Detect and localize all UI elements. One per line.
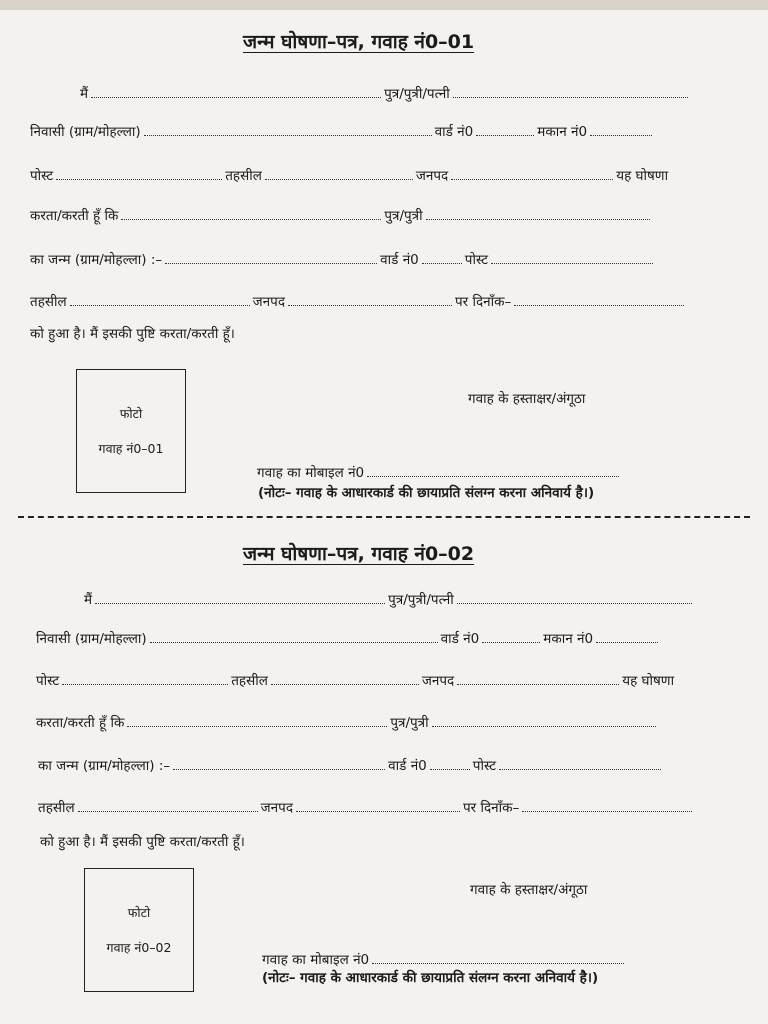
label-house: मकान नं0 bbox=[543, 631, 594, 647]
label-house: मकान नं0 bbox=[537, 124, 588, 140]
form-line-5 bbox=[30, 250, 653, 268]
field-tehsil[interactable] bbox=[265, 179, 413, 180]
label-relation: पुत्र/पुत्री/पत्नी bbox=[384, 86, 450, 102]
label-ward: वार्ड नं0 bbox=[440, 631, 480, 647]
form-line-3 bbox=[36, 671, 674, 689]
label-ward: वार्ड नं0 bbox=[380, 252, 419, 268]
label-declaration: यह घोषणा bbox=[616, 168, 669, 184]
confirmation-text: को हुआ है। मैं इसकी पुष्टि करता/करती हूँ। bbox=[40, 834, 245, 850]
field-birth-tehsil[interactable] bbox=[78, 811, 258, 812]
field-mobile[interactable] bbox=[367, 476, 619, 477]
field-name[interactable] bbox=[95, 603, 385, 604]
aadhaar-note: (नोटः– गवाह के आधारकार्ड की छायाप्रति संलग्न करना अनिवार्य है।) bbox=[262, 970, 599, 986]
label-date: पर दिनाँक– bbox=[463, 800, 520, 816]
photo-box[interactable] bbox=[76, 369, 186, 493]
form-line-4 bbox=[30, 206, 650, 224]
field-district[interactable] bbox=[451, 179, 613, 180]
field-mobile[interactable] bbox=[372, 963, 624, 964]
photo-box[interactable] bbox=[84, 868, 194, 992]
label-ward: वार्ड नं0 bbox=[434, 124, 474, 140]
label-son-daughter: पुत्र/पुत्री bbox=[384, 208, 423, 224]
field-post[interactable] bbox=[62, 684, 228, 685]
field-village[interactable] bbox=[144, 135, 432, 136]
form-line-2 bbox=[30, 122, 652, 140]
label-tehsil: तहसील bbox=[38, 800, 75, 816]
label-main: मैं bbox=[80, 86, 89, 102]
form-line-3 bbox=[30, 166, 668, 184]
form-line-1 bbox=[84, 590, 692, 608]
label-declare: करता/करती हूँ कि bbox=[36, 715, 125, 731]
form-line-2 bbox=[36, 629, 658, 647]
label-tehsil: तहसील bbox=[30, 294, 67, 310]
signature-label: गवाह के हस्ताक्षर/अंगूठा bbox=[470, 882, 588, 898]
field-relation-name[interactable] bbox=[457, 603, 692, 604]
field-child-name[interactable] bbox=[426, 219, 650, 220]
field-birth-tehsil[interactable] bbox=[70, 305, 250, 306]
field-birth-date[interactable] bbox=[514, 305, 684, 306]
label-mobile: गवाह का मोबाइल नं0 bbox=[262, 952, 370, 968]
field-ward[interactable] bbox=[482, 642, 540, 643]
field-village[interactable] bbox=[150, 642, 438, 643]
field-birth-date[interactable] bbox=[522, 811, 692, 812]
label-declare: करता/करती हूँ कि bbox=[30, 208, 119, 224]
label-birth-place: का जन्म (ग्राम/मोहल्ला) :– bbox=[30, 252, 163, 268]
confirmation-text: को हुआ है। मैं इसकी पुष्टि करता/करती हूँ। bbox=[30, 326, 235, 342]
field-parent[interactable] bbox=[121, 219, 381, 220]
label-district: जनपद bbox=[415, 168, 449, 184]
form-line-6 bbox=[30, 292, 684, 310]
form-title: जन्म घोषणा–पत्र, गवाह नं0–02 bbox=[243, 543, 475, 565]
field-relation-name[interactable] bbox=[453, 97, 688, 98]
label-main: मैं bbox=[84, 592, 93, 608]
field-birth-post[interactable] bbox=[491, 263, 653, 264]
field-name[interactable] bbox=[91, 97, 381, 98]
label-post: पोस्ट bbox=[472, 758, 497, 774]
label-birth-place: का जन्म (ग्राम/मोहल्ला) :– bbox=[38, 758, 171, 774]
photo-witness-label: गवाह नं0–01 bbox=[98, 441, 164, 456]
field-house[interactable] bbox=[590, 135, 652, 136]
cut-line-divider bbox=[18, 516, 750, 518]
label-tehsil: तहसील bbox=[225, 168, 262, 184]
field-birth-village[interactable] bbox=[165, 263, 377, 264]
field-birth-ward[interactable] bbox=[422, 263, 462, 264]
label-post: पोस्ट bbox=[464, 252, 489, 268]
mobile-line bbox=[262, 950, 624, 968]
field-child-name[interactable] bbox=[432, 726, 656, 727]
label-resident: निवासी (ग्राम/मोहल्ला) bbox=[36, 631, 147, 647]
field-birth-district[interactable] bbox=[288, 305, 452, 306]
label-son-daughter: पुत्र/पुत्री bbox=[390, 715, 429, 731]
field-birth-district[interactable] bbox=[296, 811, 460, 812]
label-tehsil: तहसील bbox=[231, 673, 268, 689]
field-parent[interactable] bbox=[127, 726, 387, 727]
aadhaar-note: (नोटः– गवाह के आधारकार्ड की छायाप्रति संलग्न करना अनिवार्य है।) bbox=[258, 485, 595, 501]
form-line-4 bbox=[36, 713, 656, 731]
photo-label: फोटो bbox=[127, 905, 151, 920]
form-line-5 bbox=[38, 756, 661, 774]
label-district: जनपद bbox=[252, 294, 285, 310]
label-relation: पुत्र/पुत्री/पत्नी bbox=[388, 592, 454, 608]
label-district: जनपद bbox=[421, 673, 455, 689]
form-line-7 bbox=[40, 832, 245, 850]
field-house[interactable] bbox=[596, 642, 658, 643]
mobile-line bbox=[257, 463, 619, 481]
field-ward[interactable] bbox=[476, 135, 534, 136]
field-district[interactable] bbox=[457, 684, 619, 685]
photo-label: फोटो bbox=[119, 406, 143, 421]
photo-witness-label: गवाह नं0–02 bbox=[106, 940, 172, 955]
field-birth-post[interactable] bbox=[499, 769, 661, 770]
label-declaration: यह घोषणा bbox=[622, 673, 675, 689]
label-date: पर दिनाँक– bbox=[455, 294, 512, 310]
label-resident: निवासी (ग्राम/मोहल्ला) bbox=[30, 124, 141, 140]
form-title: जन्म घोषणा–पत्र, गवाह नं0–01 bbox=[243, 31, 475, 53]
form-line-6 bbox=[38, 798, 692, 816]
label-ward: वार्ड नं0 bbox=[388, 758, 427, 774]
label-mobile: गवाह का मोबाइल नं0 bbox=[257, 465, 365, 481]
label-post: पोस्ट bbox=[30, 168, 54, 184]
field-birth-ward[interactable] bbox=[430, 769, 470, 770]
field-post[interactable] bbox=[56, 179, 222, 180]
scan-edge bbox=[0, 0, 768, 10]
label-district: जनपद bbox=[260, 800, 293, 816]
field-birth-village[interactable] bbox=[173, 769, 385, 770]
label-post: पोस्ट bbox=[36, 673, 60, 689]
form-line-7 bbox=[30, 324, 235, 342]
signature-label: गवाह के हस्ताक्षर/अंगूठा bbox=[468, 391, 586, 407]
form-line-1 bbox=[80, 84, 688, 102]
field-tehsil[interactable] bbox=[271, 684, 419, 685]
